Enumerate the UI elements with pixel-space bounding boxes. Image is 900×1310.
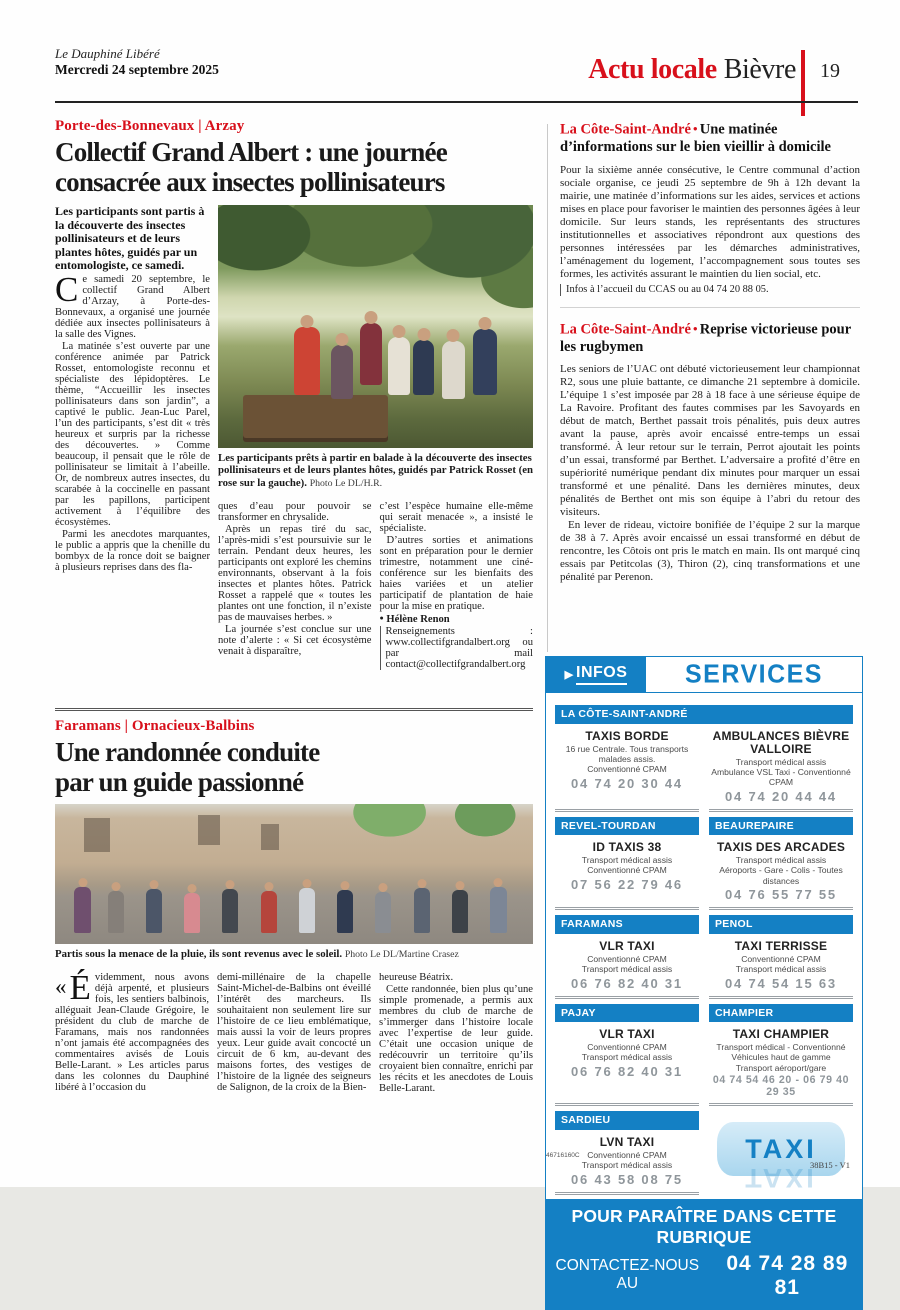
service-entry-taxis-borde: TAXIS BORDE 16 rue Centrale. Tous transports malades assis. Conventionné CPAM 04 74 20 30 44 <box>555 727 699 812</box>
photo-credit: Photo Le DL/Martine Crasez <box>344 949 459 960</box>
paragraph: La matinée s’est ouverte par une conférence animée par Patrick Rosset, entomologiste reconnu et spécialiste des lépidoptères. Le thème, “Accueillir les insectes pollinisateurs dans son jardin”, a captivé le public. Jean-Luc Parel, l’un des participants, s’est dit « très heureux et surpris par la richesse des découvertes. » Comme beaucoup, il pensait que le rôle de pollinisateur se limitait à l’abeille. Or, de nombreux autres insectes, du scarabée à la coccinelle en passant par les papillons, participent activement à l’équilibre des écosystèmes. <box>55 340 210 528</box>
column-divider <box>547 124 548 652</box>
photo-hiker <box>222 889 238 933</box>
bottom-article-kicker: Faramans | Ornacieux-Balbins <box>55 718 255 734</box>
ad-banner-line1: POUR PARAÎTRE DANS CETTE RUBRIQUE <box>571 1205 837 1247</box>
service-entry-vlr-taxi-faramans: VLR TAXI Conventionné CPAM Transport médical assis 06 76 82 40 31 <box>555 937 699 999</box>
bottom-photo-caption: Partis sous la menace de la pluie, ils sont revenus avec le soleil. Photo Le DL/Martine Crasez <box>55 948 459 960</box>
phone-number: 04 74 54 46 20 - 06 79 40 29 35 <box>712 1074 850 1099</box>
section-label: Actu locale <box>588 54 717 85</box>
paper-date: Mercredi 24 septembre 2025 <box>55 62 219 78</box>
paragraph: ques d’eau pour pouvoir se transformer en chrysalide. <box>218 501 372 524</box>
open-quote: « <box>55 974 67 1000</box>
photo-credit: Photo Le DL/H.R. <box>309 477 383 489</box>
paragraph: Les seniors de l’UAC ont débuté victorieusement leur championnat R2, sous une pluie battante, ce dimanche 21 septembre à domicile. L’équipe 1 s’est imposée par 28 à 18 face à une sérieuse équipe de La Ravoire. Profitant des fautes commises par les Savoyards en début de match, Berthet passait trois pénalités, puis deux autres avant la pause, après avoir encaissé entre-temps un essai transformé. À leur retour sur le terrain, Perrot ajoutait les points d’un essai, transformé par Berthet. L’adversaire a profité d’être en supériorité numérique pendant dix minutes pour marquer un essai transformé et une pénalité. Dans les dernières minutes, deux pénalités de Berthet ont mis son équipe à l’abri du retour des visiteurs. <box>560 363 860 518</box>
article-photo-group-randonnee <box>55 804 533 944</box>
photo-building-window <box>198 815 220 845</box>
photo-person-red-shirt <box>294 327 320 395</box>
sidebar <box>560 120 860 584</box>
sidebar-article-title: La Côte-Saint-André ● Reprise victorieuse pour les rugbymen <box>560 321 851 355</box>
service-entry-vlr-taxi-pajay: VLR TAXI Conventionné CPAM Transport médical assis 06 76 82 40 31 <box>555 1025 699 1106</box>
main-article-col3 <box>380 501 534 671</box>
bottom-article-headline <box>55 737 533 797</box>
photo-person <box>442 341 465 399</box>
service-entry-ambulances-bievre: AMBULANCES BIÈVRE VALLOIRE Transport médical assis Ambulance VSL Taxi - Conventionné CPAM 04 74 20 44 44 <box>709 727 853 812</box>
header-rule <box>55 101 858 103</box>
photo-picnic-table <box>243 395 388 439</box>
photo-hiker <box>108 891 124 933</box>
paragraph: La journée s’est conclue sur une note d’alerte : « Si cet écosystème venait à disparaître, <box>218 624 372 658</box>
headline-line2: par un guide passionné <box>55 767 304 797</box>
taxi-sign-plate: TAXI TAXI <box>717 1122 845 1176</box>
phone-number: 06 43 58 08 75 <box>571 1171 683 1187</box>
photo-hiker <box>74 887 91 933</box>
main-article-lead: Les participants sont partis à la découverte des insectes pollinisateurs et de leurs plantes hôtes, guidés par un entomologiste, ce samedi. <box>55 204 205 273</box>
article-location: La Côte-Saint-André <box>560 121 691 138</box>
article-location: La Côte-Saint-André <box>560 321 691 337</box>
phone-number: 04 74 20 44 44 <box>725 788 837 804</box>
sidebar-article-bien-vieillir <box>560 120 860 296</box>
services-ad-banner <box>546 1199 862 1309</box>
bottom-article-col3 <box>379 972 533 1095</box>
phone-number: 06 76 82 40 31 <box>571 975 683 991</box>
paragraph: « É videmment, nous avons déjà arpenté, et plusieurs fois, les sentiers balbinois, alléguait Jean-Claude Grégoire, le président du club de marche de Faramans, mais nos randonnées n’ont jamais été accompagnées des commentaires avisés de Louis Belle-Larant. » Les articles parus dans les colonnes du Dauphiné libéré à l’occasion du <box>55 968 209 1094</box>
services-section-title: FARAMANS <box>555 915 699 934</box>
headline-line1: Collectif Grand Albert : une journée <box>55 137 447 167</box>
photo-hiker <box>337 890 353 933</box>
services-label: SERVICES <box>685 659 823 689</box>
phone-number: 04 76 55 77 55 <box>725 887 837 903</box>
print-code-left: 46716160C <box>546 1152 580 1159</box>
paper-name: Le Dauphiné Libéré <box>55 46 160 61</box>
masthead <box>55 46 219 79</box>
sidebar-article-title: La Côte-Saint-André ● Une matinée d’informations sur le bien vieillir à domicile <box>560 121 831 155</box>
service-entry-taxi-terrisse: TAXI TERRISSE Conventionné CPAM Transport médical assis 04 74 54 15 63 <box>709 937 853 999</box>
photo-hiker <box>184 893 200 933</box>
byline: ● Hélène Renon <box>379 614 450 626</box>
section-head <box>360 54 796 86</box>
photo-hiker <box>452 890 468 933</box>
service-entry-lvn-taxi: LVN TAXI Conventionné CPAM Transport médical assis 06 43 58 08 75 <box>555 1133 699 1195</box>
main-article-kicker: Porte-des-Bonnevaux | Arzay <box>55 118 245 134</box>
headline-line1: Une randonnée conduite <box>55 737 320 767</box>
phone-number: 04 74 54 15 63 <box>725 975 837 991</box>
main-article-col1 <box>55 205 210 671</box>
paragraph: c’est l’espèce humaine elle-même qui serait menacée », a insisté le spécialiste. <box>379 501 533 535</box>
services-section-title: REVEL-TOURDAN <box>555 817 699 836</box>
services-section-title: LA CÔTE-SAINT-ANDRÉ <box>555 705 853 724</box>
bottom-article-col2 <box>217 972 371 1095</box>
paragraph: Après un repas tiré du sac, l’après-midi s’est poursuivie sur le terrain. Pendant deux heures, les participants ont exploré les chemins environnants, observant à la fois insectes et plantes hôtes. Patrick Rosset a rappelé que « toutes les plantes ont une fonction, il n’existe pas de mauvaises herbes. » <box>218 524 372 624</box>
bottom-article-col1 <box>55 968 209 1095</box>
paragraph: En lever de rideau, victoire bonifiée de l’équipe 2 sur la marque de 38 à 7. Après avoir encaissé un essai transformé en début de rencontre, les Côtois ont pris le match en main. Ils ont marqué cinq essais par Petitcolas (3), Thiron (2), cinq transformations et une pénalité par Perenon. <box>560 519 860 583</box>
photo-hiker <box>146 889 162 933</box>
main-article-col2 <box>218 501 372 671</box>
ad-banner-line2: CONTACTEZ-NOUS AU <box>555 1256 700 1292</box>
main-article <box>55 118 533 671</box>
services-section-title: CHAMPIER <box>709 1004 853 1023</box>
paragraph: Cette randonnée, bien plus qu’une simple promenade, a permis aux membres du club de marche de s’immerger dans l’histoire locale avec l’expertise de leur guide. C’était une occasion unique de redécouvrir un territoire qu’ils croyaient bien connaître, enrichi par les récits et les anecdotes de Louis Belle-Larant. <box>379 984 533 1095</box>
sidebar-article-body <box>560 164 860 281</box>
paragraph: demi-millénaire de la chapelle Saint-Michel-de-Balbins ont éveillé l’intérêt des marcheurs. Ils souhaitaient non seulement lire sur l’histoire de ce lieu emblématique, mais aussi la voir de leurs propres yeux. Leur guide avait concocté un circuit de 6 km, au-devant des maisons fortes, des vestiges de l’histoire de la lignée des seigneurs de Salignon, de la croix de la Bien- <box>217 972 371 1094</box>
info-block: Renseignements : www.collectifgrandalbert.org ou par mail contact@collectifgrandalbert.org <box>380 626 534 670</box>
photo-building-window <box>261 824 279 850</box>
infos-label: ▶ INFOS <box>546 657 646 692</box>
services-section-title: PAJAY <box>555 1004 699 1023</box>
ad-banner-phone: 04 74 28 89 81 <box>726 1251 849 1299</box>
paragraph: D’autres sorties et animations sont en préparation pour le dernier trimestre, notamment une ciné-conférence sur les bienfaits des haies variées et un atelier participatif de plantation de haie pour la mise en pratique. <box>379 535 533 613</box>
bottom-article <box>55 708 533 1095</box>
phone-number: 04 74 20 30 44 <box>571 775 683 791</box>
bullet-icon: ● <box>379 614 384 623</box>
paragraph: Pour la sixième année consécutive, le Centre communal d’action sociale organise, ce jeudi 25 septembre de 9h à 12h devant la mairie, une matinée d’informations sur les aides, services et actions mises en place pour favoriser le maintien des personnes âgées à leur domicile. Sur leurs stands, les représentants des structures institutionnelles et associatives répondront aux questions des personnes intéressées par les démarches administratives, l’aménagement du logement, l’accompagnement sous toutes ses formes, les activités assurant le maintien du lien social, etc. <box>560 163 860 280</box>
sidebar-article-rugby <box>560 320 860 585</box>
taxi-sign <box>709 1106 853 1194</box>
photo-hiker <box>414 888 430 933</box>
dropcap: É <box>69 968 91 1008</box>
photo-hiker <box>261 891 277 933</box>
phone-number: 06 76 82 40 31 <box>571 1064 683 1080</box>
info-block: Infos à l’accueil du CCAS ou au 04 74 20 88 05. <box>560 284 860 296</box>
services-section-title: BEAUREPAIRE <box>709 817 853 836</box>
sidebar-divider <box>560 307 860 308</box>
article-photo-group-pollinisateurs <box>218 205 533 448</box>
phone-number: 07 56 22 79 46 <box>571 877 683 893</box>
page-number: 19 <box>820 60 840 82</box>
photo-person <box>331 345 353 399</box>
bullet-icon: ● <box>692 124 698 133</box>
section-area: Bièvre <box>723 54 796 85</box>
service-entry-taxi-champier: TAXI CHAMPIER Transport médical - Conventionné Véhicules haut de gamme Transport aéroport/gare 04 74 54 46 20 - 06 79 40 29 35 <box>709 1025 853 1106</box>
main-article-headline <box>55 137 533 197</box>
photo-person <box>413 340 434 395</box>
service-entry-taxis-des-arcades: TAXIS DES ARCADES Transport médical assis Aéroports - Gare - Colis - Toutes distances 04 76 55 77 55 <box>709 838 853 910</box>
infos-services-box <box>545 656 863 1310</box>
infos-services-header <box>546 657 862 693</box>
photo-hiker <box>375 892 391 933</box>
taxi-sign-reflection: TAXI <box>745 1163 817 1194</box>
main-photo-caption: Les participants prêts à partir en balade à la découverte des insectes pollinisateurs et de leurs plantes hôtes, guidés par Patrick Rosset (en rose sur la gauche). Photo Le DL/H.R. <box>218 452 534 489</box>
photo-person <box>360 323 382 385</box>
arrow-right-icon: ▶ <box>564 669 574 681</box>
article-separator <box>55 708 533 711</box>
paragraph: Ce samedi 20 septembre, le collectif Grand Albert d’Arzay, à Porte-des-Bonnevaux, a organisé une journée dédiée aux insectes pollinisateurs à la salle des Vignes. <box>55 269 210 340</box>
sidebar-article-body <box>560 363 860 584</box>
bullet-icon: ● <box>692 323 698 333</box>
photo-building-window <box>84 818 110 852</box>
dropcap: C <box>55 269 79 309</box>
print-code-right: 38B15 - V1 <box>810 1160 850 1170</box>
services-section-title: SARDIEU <box>555 1111 699 1130</box>
photo-person <box>473 329 497 395</box>
paragraph: Parmi les anecdotes marquantes, le public a appris que la chenille du bombyx de la ronce doit se baigner à plusieurs reprises dans des fla- <box>55 528 210 573</box>
photo-hiker <box>490 887 507 933</box>
header-red-bar <box>801 50 805 116</box>
services-section-title: PENOL <box>709 915 853 934</box>
services-grid <box>546 693 862 1199</box>
paragraph: heureuse Béatrix. <box>379 972 454 984</box>
photo-hiker <box>299 888 315 933</box>
service-entry-id-taxis-38: ID TAXIS 38 Transport médical assis Conventionné CPAM 07 56 22 79 46 <box>555 838 699 910</box>
photo-person <box>388 337 410 395</box>
headline-line2: consacrée aux insectes pollinisateurs <box>55 167 445 197</box>
